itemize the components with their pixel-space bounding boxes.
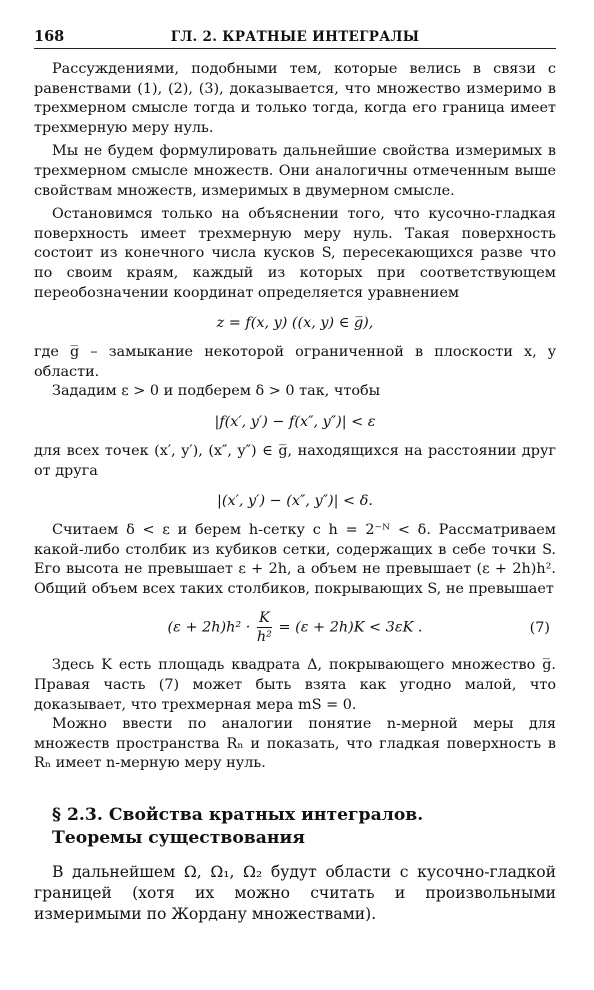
page-body [34, 60, 556, 925]
fraction-numerator: K [257, 609, 272, 628]
formula-7-right: = (ε + 2h)K < 3εK . [278, 619, 423, 636]
section-heading [34, 804, 556, 850]
formula-surface-equation: z = f(x, y) ((x, y) ∈ g̅), [216, 315, 374, 332]
paragraph-conclusion: Здесь K есть площадь квадрата Δ, покрывающего множество g̅. Правая часть (7) может быть взята как угодно малой, что доказывает, что трехмерная мера mS = 0. [34, 657, 556, 713]
page-number: 168 [34, 28, 65, 45]
page-header [34, 26, 556, 49]
paragraph-n-dimensional: Можно ввести по аналогии понятие n-мерной меры для множеств пространства Rₙ и показать, что гладкая поверхность в Rₙ имеет n-мерную меру нуль. [34, 716, 556, 772]
running-title: ГЛ. 2. КРАТНЫЕ ИНТЕГРАЛЫ [170, 29, 420, 45]
paragraph-measurability: Рассуждениями, подобными тем, которые велись в связи с равенствами (1), (2), (3), доказывается, что множество измеримо в трехмерном смысле тогда и только тогда, когда его граница имеет трехмерную меру нуль. [34, 61, 556, 136]
section-heading-line1: § 2.3. Свойства кратных интегралов. [52, 805, 424, 826]
paragraph-surface: Остановимся только на объяснении того, что кусочно-гладкая поверхность имеет трехмерную меру нуль. Такая поверхность состоит из конечного числа кусков S, пересекающихся разве что по своим краям, каждый из которых при соответствующем переобозначении координат определяется уравнением [34, 206, 556, 301]
formula-epsilon-bound: |f(x′, y′) − f(x″, y″)| < ε [214, 413, 376, 430]
formula-7-left: (ε + 2h)h² · [167, 619, 251, 636]
paragraph-domains: В дальнейшем Ω, Ω₁, Ω₂ будут области с кусочно-гладкой границей (хотя их можно считать и произвольными измеримыми по Жордану множествами). [34, 863, 556, 924]
formula-7-fraction [257, 609, 272, 646]
paragraph-closure: где g̅ – замыкание некоторой ограниченной в плоскости x, y области. [34, 344, 556, 380]
formula-7 [34, 609, 556, 646]
equation-number: (7) [529, 619, 550, 636]
formula-delta-bound: |(x′, y′) − (x″, y″)| < δ. [217, 493, 373, 510]
fraction-denominator: h² [256, 629, 272, 646]
paragraph-epsilon-delta: Зададим ε > 0 и подберем δ > 0 так, чтобы [52, 383, 381, 400]
paragraph-grid-columns: Считаем δ < ε и берем h-сетку с h = 2⁻ᴺ < δ. Рассматриваем какой-либо столбик из кубиков сетки, содержащих в себе точки S. Его высота не превышает ε + 2h, а объем не превышает (ε + 2h)h². Общий объем всех таких столбиков, покрывающих S, не превышает [34, 522, 556, 597]
paragraph-properties: Мы не будем формулировать дальнейшие свойства измеримых в трехмерном смысле множеств. Они аналогичны отмеченным выше свойствам множеств, измеримых в двумерном смысле. [34, 143, 556, 199]
section-heading-line2: Теоремы существования [52, 828, 305, 849]
paragraph-all-points: для всех точек (x′, y′), (x″, y″) ∈ g̅, находящихся на расстоянии друг от друга [34, 442, 556, 479]
